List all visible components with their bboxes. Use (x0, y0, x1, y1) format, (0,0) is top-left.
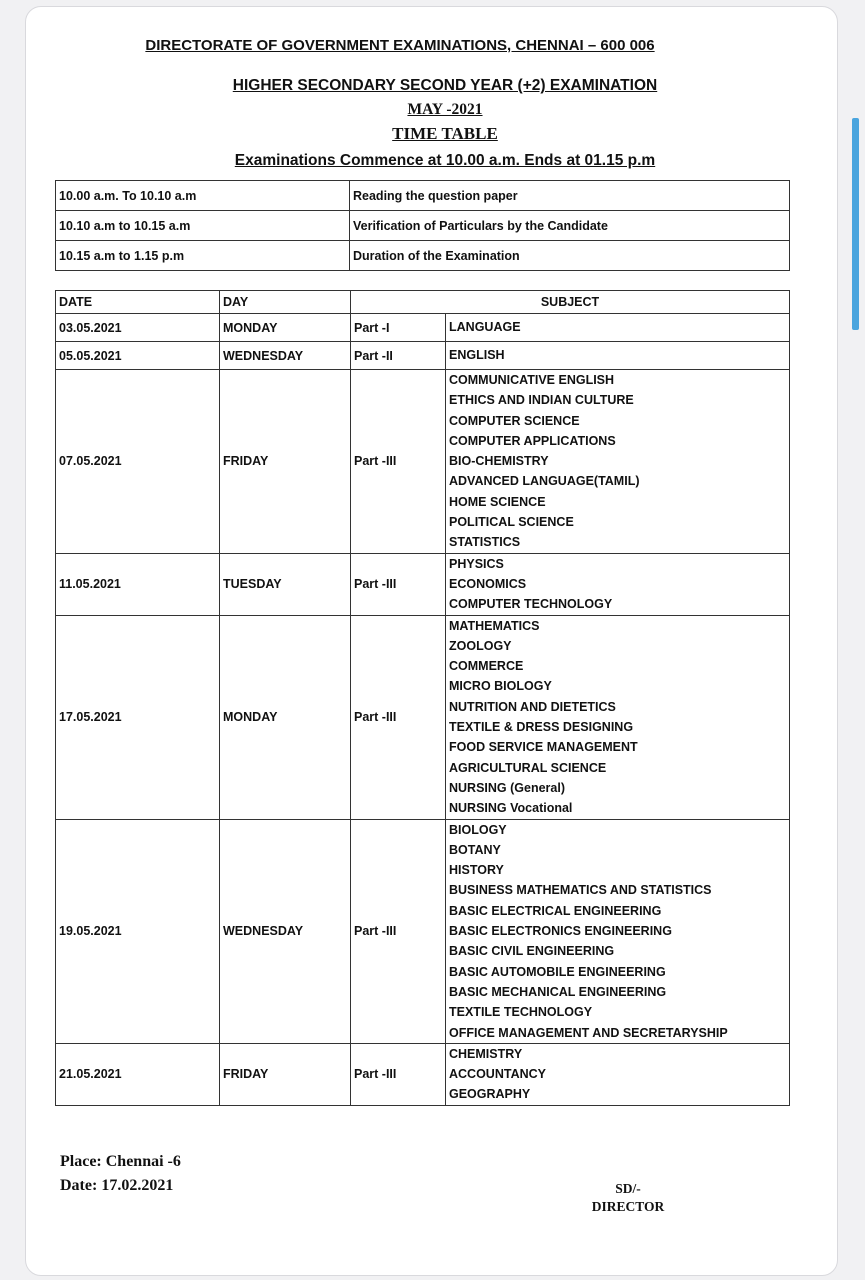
exam-part: Part -I (351, 314, 446, 342)
exam-title: HIGHER SECONDARY SECOND YEAR (+2) EXAMINATION (232, 77, 658, 94)
subject-item: NUTRITION AND DIETETICS (449, 699, 616, 714)
schedule-row (56, 181, 790, 211)
subject-item: CHEMISTRY (449, 1046, 523, 1061)
table-row (56, 370, 790, 554)
exam-day: MONDAY (220, 314, 351, 342)
subject-item: POLITICAL SCIENCE (449, 515, 574, 530)
schedule-time: 10.15 a.m to 1.15 p.m (56, 241, 350, 271)
subject-item: MATHEMATICS (449, 618, 540, 633)
subject-item: BIO-CHEMISTRY (449, 454, 549, 469)
subject-list (446, 553, 790, 615)
subject-item: HOME SCIENCE (449, 494, 546, 509)
subject-item: ACCOUNTANCY (449, 1067, 546, 1082)
exam-date: 07.05.2021 (56, 370, 220, 554)
subject-item: FOOD SERVICE MANAGEMENT (449, 740, 638, 755)
subject-item: ECONOMICS (449, 576, 527, 591)
exam-month: MAY -2021 (407, 101, 483, 118)
schedule-activity: Duration of the Examination (350, 241, 790, 271)
subject-item: COMPUTER APPLICATIONS (449, 433, 616, 448)
timetable-title: TIME TABLE (392, 124, 498, 143)
exam-day: MONDAY (220, 615, 351, 819)
exam-part: Part -II (351, 342, 446, 370)
subject-list (446, 1043, 790, 1105)
place: Place: Chennai -6 (60, 1153, 181, 1170)
scrollbar[interactable] (852, 118, 859, 330)
subject-list (446, 615, 790, 819)
schedule-time: 10.00 a.m. To 10.10 a.m (56, 181, 350, 211)
exam-day: TUESDAY (220, 553, 351, 615)
subject-item: TEXTILE TECHNOLOGY (449, 1005, 593, 1020)
subject-item: BASIC ELECTRONICS ENGINEERING (449, 924, 672, 939)
subject-item: BASIC ELECTRICAL ENGINEERING (449, 903, 662, 918)
subject-item: BOTANY (449, 842, 501, 857)
subject-item: OFFICE MANAGEMENT AND SECRETARYSHIP (449, 1025, 728, 1040)
schedule-activity: Reading the question paper (350, 181, 790, 211)
exam-date: 21.05.2021 (56, 1043, 220, 1105)
exam-part: Part -III (351, 1043, 446, 1105)
exam-date: 19.05.2021 (56, 819, 220, 1043)
subject-list (446, 819, 790, 1043)
subject-item: COMMUNICATIVE ENGLISH (449, 373, 615, 387)
subject-item: GEOGRAPHY (449, 1087, 531, 1102)
subject-item: BUSINESS MATHEMATICS AND STATISTICS (449, 883, 712, 898)
exam-part: Part -III (351, 553, 446, 615)
subject-header: SUBJECT (351, 291, 790, 314)
exam-date: 05.05.2021 (56, 342, 220, 370)
subject-item: COMMERCE (449, 659, 524, 674)
exam-day: WEDNESDAY (220, 342, 351, 370)
exam-part: Part -III (351, 370, 446, 554)
subject-item: NURSING (General) (449, 780, 565, 795)
subject-item: BASIC MECHANICAL ENGINEERING (449, 984, 667, 999)
table-row (56, 615, 790, 819)
subject-item: BIOLOGY (449, 822, 507, 837)
day-header: DAY (220, 291, 351, 314)
schedule-row (56, 241, 790, 271)
signatory: DIRECTOR (591, 1199, 665, 1214)
subject-item: COMPUTER SCIENCE (449, 413, 580, 428)
signature-sd: SD/- (615, 1181, 641, 1196)
exam-part: Part -III (351, 615, 446, 819)
table-row (56, 342, 790, 370)
table-header-row (56, 291, 790, 314)
exam-day: WEDNESDAY (220, 819, 351, 1043)
subject-item: PHYSICS (449, 556, 504, 571)
table-row (56, 1043, 790, 1105)
exam-timetable (55, 290, 790, 1106)
subject-item: STATISTICS (449, 535, 521, 550)
subject-item: HISTORY (449, 863, 504, 878)
subject-item: LANGUAGE (449, 320, 521, 335)
table-row (56, 314, 790, 342)
exam-date: 11.05.2021 (56, 553, 220, 615)
subject-item: ENGLISH (449, 348, 505, 363)
subject-item: COMPUTER TECHNOLOGY (449, 597, 613, 612)
table-row (56, 553, 790, 615)
subject-item: BASIC CIVIL ENGINEERING (449, 944, 615, 959)
date-header: DATE (56, 291, 220, 314)
reading-schedule-table (55, 180, 790, 271)
subject-list (446, 370, 790, 554)
subject-item: NURSING Vocational (449, 801, 573, 816)
schedule-row (56, 211, 790, 241)
exam-day: FRIDAY (220, 1043, 351, 1105)
exam-timing: Examinations Commence at 10.00 a.m. Ends at 01.15 p.m (234, 152, 656, 169)
subject-item: AGRICULTURAL SCIENCE (449, 760, 607, 775)
exam-part: Part -III (351, 819, 446, 1043)
exam-date: 03.05.2021 (56, 314, 220, 342)
subject-list (446, 314, 790, 342)
schedule-time: 10.10 a.m to 10.15 a.m (56, 211, 350, 241)
table-row (56, 819, 790, 1043)
issue-date: Date: 17.02.2021 (60, 1177, 174, 1194)
subject-item: ETHICS AND INDIAN CULTURE (449, 393, 634, 408)
subject-item: ADVANCED LANGUAGE(TAMIL) (449, 474, 640, 489)
subject-item: BASIC AUTOMOBILE ENGINEERING (449, 964, 666, 979)
subject-item: ZOOLOGY (449, 638, 512, 653)
directorate-title: DIRECTORATE OF GOVERNMENT EXAMINATIONS, CHENNAI – 600 006 (145, 37, 655, 54)
subject-list (446, 342, 790, 370)
exam-day: FRIDAY (220, 370, 351, 554)
subject-item: MICRO BIOLOGY (449, 679, 552, 694)
schedule-activity: Verification of Particulars by the Candidate (350, 211, 790, 241)
exam-date: 17.05.2021 (56, 615, 220, 819)
subject-item: TEXTILE & DRESS DESIGNING (449, 720, 634, 735)
